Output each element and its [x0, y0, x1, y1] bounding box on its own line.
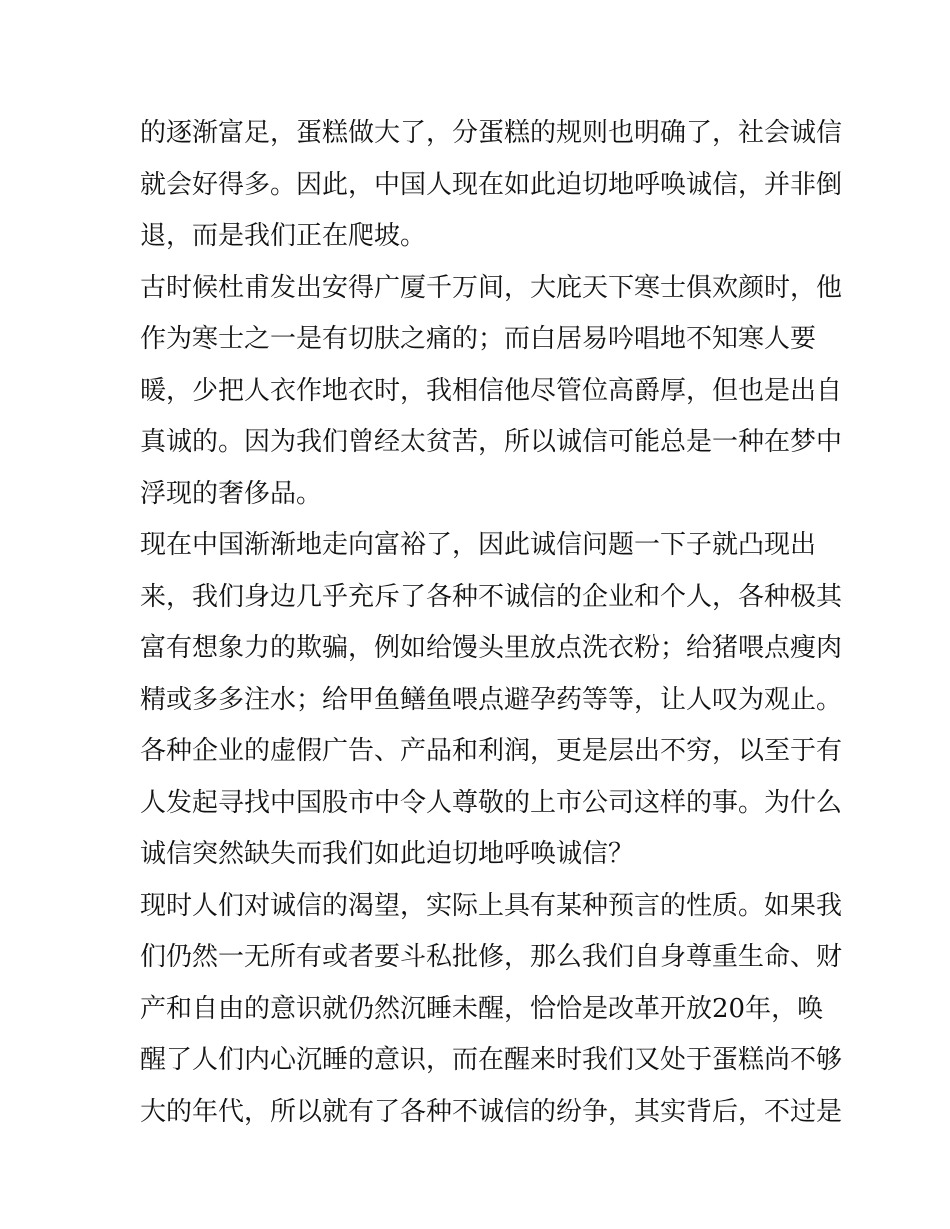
text-line: 退，而是我们正在爬坡。 — [140, 221, 427, 251]
text-line: 作为寒士之一是有切肤之痛的；而白居易吟唱地不知寒人要 — [140, 324, 817, 354]
text-line: 现在中国渐渐地走向富裕了，因此诚信问题一下子就凸现出 — [140, 530, 817, 560]
text-line: 浮现的奢侈品。 — [140, 478, 323, 509]
text-line: 人发起寻找中国股市中令人尊敬的上市公司这样的事。为什么 — [140, 787, 843, 818]
text-line: 醒了人们内心沉睡的意识，而在醒来时我们又处于蛋糕尚不够 — [140, 1045, 843, 1075]
text-line: 产和自由的意识就仍然沉睡未醒，恰恰是改革开放20年，唤 — [140, 993, 824, 1024]
text-line: 大的年代，所以就有了各种不诚信的纷争，其实背后，不过是 — [140, 1096, 843, 1127]
text-line: 真诚的。因为我们曾经太贫苦，所以诚信可能总是一种在梦中 — [140, 427, 843, 457]
text-line: 就会好得多。因此，中国人现在如此迫切地呼唤诚信，并非倒 — [140, 169, 843, 200]
text-line: 精或多多注水；给甲鱼鳝鱼喂点避孕药等等，让人叹为观止。 — [140, 684, 843, 715]
text-line: 诚信突然缺失而我们如此迫切地呼唤诚信？ — [140, 839, 635, 869]
text-line: 古时候杜甫发出安得广厦千万间，大庇天下寒士俱欢颜时，他 — [140, 272, 843, 303]
body-text — [140, 108, 843, 1138]
text-line: 的逐渐富足，蛋糕做大了，分蛋糕的规则也明确了，社会诚信 — [140, 118, 843, 148]
text-line: 暖，少把人衣作地衣时，我相信他尽管位高爵厚，但也是出自 — [140, 375, 843, 406]
text-line: 各种企业的虚假广告、产品和利润，更是层出不穷，以至于有 — [140, 736, 843, 766]
text-line: 们仍然一无所有或者要斗私批修，那么我们自身尊重生命、财 — [140, 942, 843, 972]
text-line: 现时人们对诚信的渴望，实际上具有某种预言的性质。如果我 — [140, 890, 843, 921]
text-line: 富有想象力的欺骗，例如给馒头里放点洗衣粉；给猪喂点瘦肉 — [140, 633, 843, 663]
text-line: 来，我们身边几乎充斥了各种不诚信的企业和个人，各种极其 — [140, 581, 843, 612]
